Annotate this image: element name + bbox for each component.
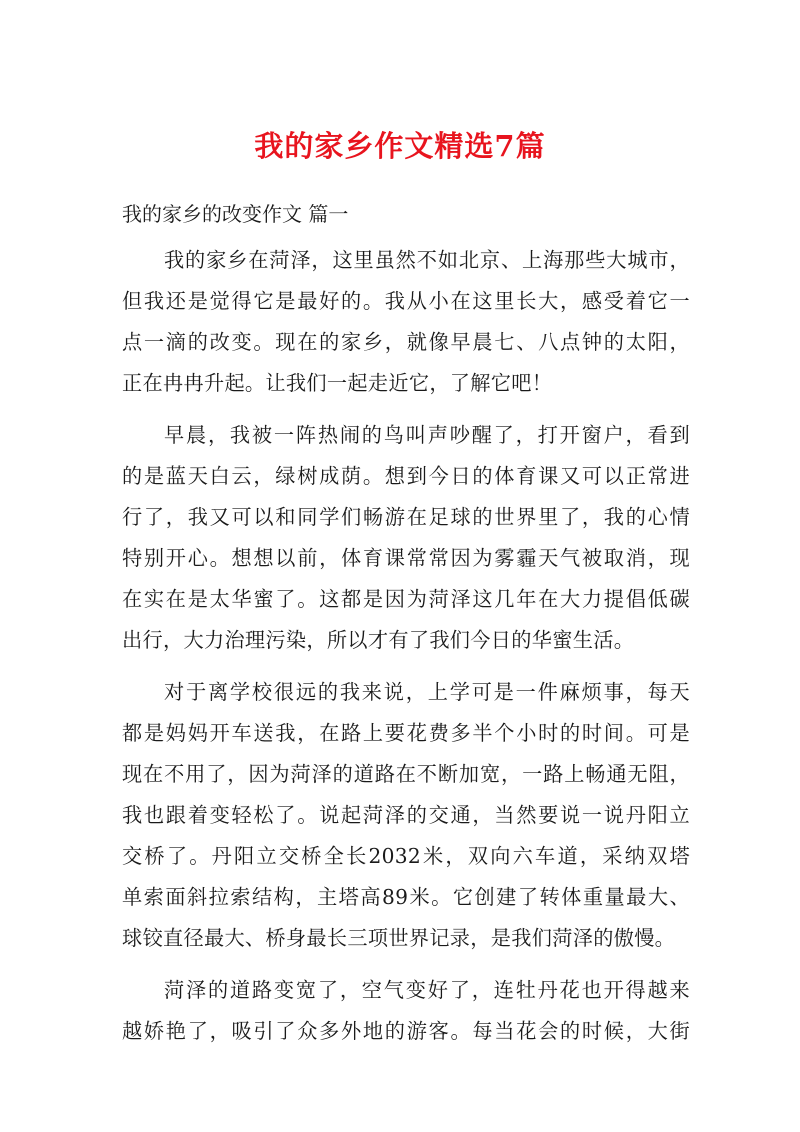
- paragraph-line: 在实在是太华蜜了。这都是因为菏泽这几年在大力提倡低碳: [122, 587, 690, 611]
- paragraph-line: 我的家乡在菏泽，这里虽然不如北京、上海那些大城市，: [164, 248, 690, 272]
- paragraph-line: 我也跟着变轻松了。说起菏泽的交通，当然要说一说丹阳立: [122, 803, 690, 827]
- paragraph-line: 特别开心。想想以前，体育课常常因为雾霾天气被取消，现: [122, 546, 690, 570]
- paragraph-line: 正在冉冉升起。让我们一起走近它，了解它吧！: [122, 371, 553, 395]
- paragraph-line: 行了，我又可以和同学们畅游在足球的世界里了，我的心情: [122, 505, 690, 529]
- paragraph-line: 球铰直径最大、桥身最长三项世界记录，是我们菏泽的傲慢。: [122, 926, 676, 950]
- document-body: [122, 196, 690, 1063]
- paragraph-line: 早晨，我被一阵热闹的鸟叫声吵醒了，打开窗户，看到: [164, 423, 690, 447]
- paragraph-2: [122, 415, 690, 661]
- paragraph-line: 交桥了。丹阳立交桥全长2032米，双向六车道，采纳双塔: [122, 844, 690, 868]
- paragraph-line: 的是蓝天白云，绿树成荫。想到今日的体育课又可以正常进: [122, 464, 690, 488]
- paragraph-line: 现在不用了，因为菏泽的道路在不断加宽，一路上畅通无阻，: [122, 762, 690, 786]
- paragraph-line: 单索面斜拉索结构，主塔高89米。它创建了转体重量最大、: [122, 885, 690, 909]
- document-title: 我的家乡作文精选7篇: [254, 129, 546, 163]
- paragraph-line: 都是妈妈开车送我，在路上要花费多半个小时的时间。可是: [122, 721, 690, 745]
- section-heading: 我的家乡的改变作文 篇一: [122, 202, 349, 226]
- paragraph-line: 越娇艳了，吸引了众多外地的游客。每当花会的时候，大街: [122, 1019, 690, 1043]
- paragraph-line: 菏泽的道路变宽了，空气变好了，连牡丹花也开得越来: [164, 978, 690, 1002]
- paragraph-line: 出行，大力治理污染，所以才有了我们今日的华蜜生活。: [122, 628, 635, 652]
- paragraph-line: 点一滴的改变。现在的家乡，就像早晨七、八点钟的太阳，: [122, 330, 690, 354]
- paragraph-1: [122, 240, 690, 404]
- paragraph-line: 对于离学校很远的我来说，上学可是一件麻烦事，每天: [164, 680, 690, 704]
- paragraph-4: [122, 970, 690, 1052]
- paragraph-line: 但我还是觉得它是最好的。我从小在这里长大，感受着它一: [122, 289, 690, 313]
- paragraph-3: [122, 672, 690, 959]
